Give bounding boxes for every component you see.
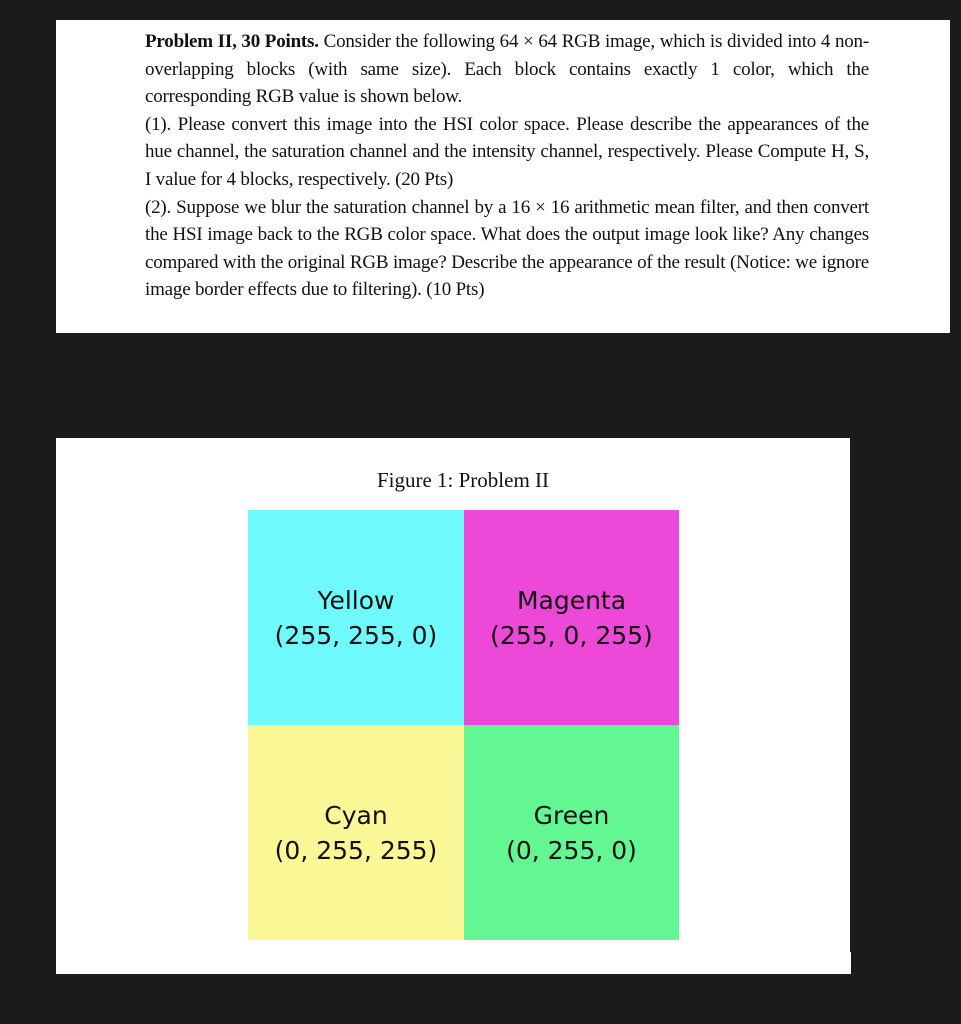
color-block-green bbox=[464, 725, 679, 940]
problem-part-2: (2). Suppose we blur the saturation channel by a 16 × 16 arithmetic mean filter, and then convert the HSI image back to the RGB color space. What does the output image look like? Any changes compared with the original RGB image? Describe the appearance of the result (Notice: we ignore image border effects due to filtering). (10 Pts) bbox=[145, 196, 869, 301]
block-rgb-value: (255, 0, 255) bbox=[490, 620, 653, 650]
problem-heading: Problem II, 30 Points. bbox=[145, 31, 319, 52]
block-label: Green bbox=[533, 800, 610, 830]
color-block-yellow bbox=[248, 510, 464, 725]
color-block-grid bbox=[248, 510, 679, 940]
problem-panel bbox=[56, 20, 950, 333]
figure-caption: Figure 1: Problem II bbox=[376, 468, 550, 492]
problem-part-1: (1). Please convert this image into the HSI color space. Please describe the appearances of the hue channel, the saturation channel and the intensity channel, respectively. Please Compute H, S, I value for 4 blocks, respectively. (20 Pts) bbox=[145, 113, 869, 190]
block-rgb-value: (0, 255, 255) bbox=[274, 835, 438, 865]
block-rgb-value: (0, 255, 0) bbox=[506, 835, 637, 865]
block-label: Cyan bbox=[324, 800, 388, 830]
block-label: Magenta bbox=[516, 585, 627, 615]
problem-statement bbox=[145, 28, 869, 304]
block-rgb-value: (255, 255, 0) bbox=[274, 620, 438, 650]
figure-panel bbox=[56, 438, 850, 974]
problem-intro: Consider the following 64 × 64 RGB image, which is divided into 4 non-overlapping blocks (with same size). Each block contains exactly 1 color, which the corresponding RGB value is shown below. bbox=[145, 31, 869, 108]
block-label: Yellow bbox=[317, 585, 395, 615]
problem-intro-paragraph bbox=[145, 28, 869, 111]
color-block-magenta bbox=[464, 510, 679, 725]
figure-panel-edge bbox=[850, 952, 851, 974]
color-block-cyan bbox=[248, 725, 464, 940]
